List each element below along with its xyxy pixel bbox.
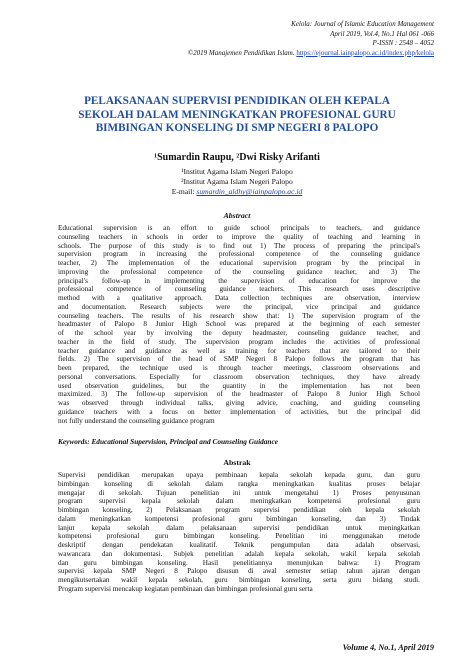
text-line: supervision program in increasing the professional competence of the counseling guidance bbox=[58, 250, 420, 259]
text-line: lanjut kepala sekolah dalam pelaksanaan supervisi pendidikan untuk meningkatkan bbox=[58, 523, 420, 532]
paper-title bbox=[60, 95, 414, 136]
email-link[interactable]: sumardin_aldhy@iainpalopo.ac.id bbox=[196, 187, 303, 197]
text-line: supervisi kepala SMP Negeri 8 Palopo disusun di awal semester setiap tahun ajaran dengan bbox=[58, 567, 420, 576]
title-line: BIMBINGAN KONSELING DI SMP NEGERI 8 PALOPO bbox=[95, 122, 379, 134]
text-line: and documentation. Research subjects were the principal, vice principal and guidance bbox=[58, 302, 420, 311]
text-line: been prepared, the technique used is through teacher meetings, classroom observations and bbox=[58, 364, 420, 372]
copyright-text: ©2019 Manajemen Pendidikan Islam. bbox=[187, 48, 297, 57]
email-line bbox=[60, 187, 414, 197]
abstract-indonesian bbox=[58, 471, 420, 594]
affiliations bbox=[60, 167, 414, 198]
email-label: E-mail: bbox=[171, 187, 197, 197]
text-line: dalam meningkatkan kompetensi profesional guru bimbingan konseling, dan 3) Tindak bbox=[58, 514, 420, 523]
text-line: counseling teachers. The results of his research show that: 1) The supervision program of the bbox=[58, 311, 420, 320]
journal-issue: April 2019, Vol.4, No.1 Hal 061 -066 bbox=[330, 29, 434, 38]
text-line: teacher in the field of study. The supervision program includes the activities of professional bbox=[58, 337, 420, 346]
text-line: guidance teachers with a focus on better implementation of activities, but the principal did bbox=[58, 407, 420, 416]
text-line: bimbingan konseling di sekolah dalam rangka meningkatkan kualitas proses belajar bbox=[58, 479, 420, 488]
title-line: SEKOLAH DALAM MENINGKATKAN PROFESIONAL GURU bbox=[78, 108, 396, 121]
text-line: was observed through individual talks, giving advice, coaching, and guiding counseling bbox=[58, 399, 420, 407]
affiliation-2: ²Institut Agama Islam Negeri Palopo bbox=[181, 177, 293, 187]
text-line: used observation guidelines, but the quantity in the implementation has not been bbox=[58, 381, 420, 390]
text-line: maximized. 3) The follow-up supervision of the headmaster of Palopo 8 Junior High School bbox=[58, 390, 420, 399]
affiliation-1: ¹Institut Agama Islam Negeri Palopo bbox=[181, 167, 293, 176]
text-line: teacher, 2) The implementation of the educational supervision program by the principal in bbox=[58, 259, 420, 267]
text-line: improving the professional competence of the counseling guidance teacher, and 3) The bbox=[58, 267, 420, 276]
text-line: wawancara dan dokumentasi. Subjek penelitian adalah kepala sekolah, wakil kepala sekolah bbox=[58, 549, 420, 558]
journal-name: Kelola: Journal of Islamic Education Management bbox=[291, 20, 434, 28]
abstract-english bbox=[58, 224, 420, 425]
text-line: kompetensi profesional guru bimbingan konseling. Penelitian ini menggunakan metode bbox=[58, 532, 420, 541]
keywords: Keywords: Educational Supervision, Principal and Counseling Guidance bbox=[58, 437, 278, 446]
journal-copyright bbox=[74, 49, 434, 59]
abstract-heading: Abstract bbox=[223, 211, 251, 220]
text-line: not fully understand the counseling guidance program bbox=[58, 416, 215, 425]
journal-header bbox=[74, 20, 434, 58]
text-line: Program supervisi mencakup kegiatan pembinaan dan bimbingan profesional guru serta bbox=[58, 584, 313, 593]
journal-link[interactable]: https://ejournal.iainpalopo.ac.id/index.php/kelola bbox=[296, 48, 434, 57]
text-line: fields. 2) The supervision of the head of SMP Negeri 8 Palopo follows the program that has bbox=[58, 355, 420, 364]
text-line: dan guru bimbingan konseling. Hasil penelitiannya menunjukan bahwa: 1) Program bbox=[58, 558, 420, 567]
text-line: program supervisi kepala sekolah dalam meningkatkan kompetensi profesional guru bbox=[58, 497, 420, 506]
text-line: counseling teachers in schools in order to improve the quality of teaching and learning in bbox=[58, 232, 420, 241]
text-line: of the school year by involving the deputy headmaster, counseling guidance teacher, and bbox=[58, 329, 420, 337]
text-line: headmaster of Palopo 8 Junior High School was prepared at the beginning of each semester bbox=[58, 320, 420, 329]
abstrak-heading: Abstrak bbox=[223, 458, 251, 467]
title-line: PELAKSANAAN SUPERVISI PENDIDIKAN OLEH KEPALA bbox=[84, 95, 390, 107]
text-line: deskriptif dengan pendekatan kualitatif. Teknik pengumpulan data adalah observasi, bbox=[58, 541, 420, 549]
text-line: bimbingan konseling, 2) Pelaksanaan program supervisi pendidikan oleh kepala sekolah bbox=[58, 506, 420, 514]
text-line: principal's follow-up in implementing the supervision of education for improve the bbox=[58, 276, 420, 285]
authors: ¹Sumardin Raupu, ²Dwi Risky Arifanti bbox=[154, 152, 320, 163]
text-line: Educational supervision is an effort to guide school principals to teachers, and guidance bbox=[58, 224, 420, 232]
text-line: personal conversations. Especially for classroom observation techniques, they have already bbox=[58, 372, 420, 381]
journal-issn: P-ISSN : 2548 – 4052 bbox=[372, 39, 434, 48]
text-line: schools. The purpose of this study is to find out 1) The process of preparing the principal's bbox=[58, 241, 420, 250]
text-line: Supervisi pendidikan merupakan upaya pembinaan kepala sekolah kepada guru, dan guru bbox=[58, 471, 420, 479]
page-footer: Volume 4, No.1, April 2019 bbox=[342, 643, 434, 652]
text-line: mengajar di sekolah. Tujuan penelitian ini untuk mengetahui 1) Proses penyusunan bbox=[58, 488, 420, 497]
text-line: method with a qualitative approach. Data collection techniques are observation, interview bbox=[58, 294, 420, 302]
text-line: teacher guidance and guidance as well as training for teachers that are tailored to their bbox=[58, 346, 420, 355]
text-line: professional competence of counseling guidance teachers. This research uses descriptive bbox=[58, 285, 420, 294]
text-line: mengikutsertakan wakil kepala sekolah, guru bimbingan konseling, serta guru bidang studi. bbox=[58, 576, 420, 584]
